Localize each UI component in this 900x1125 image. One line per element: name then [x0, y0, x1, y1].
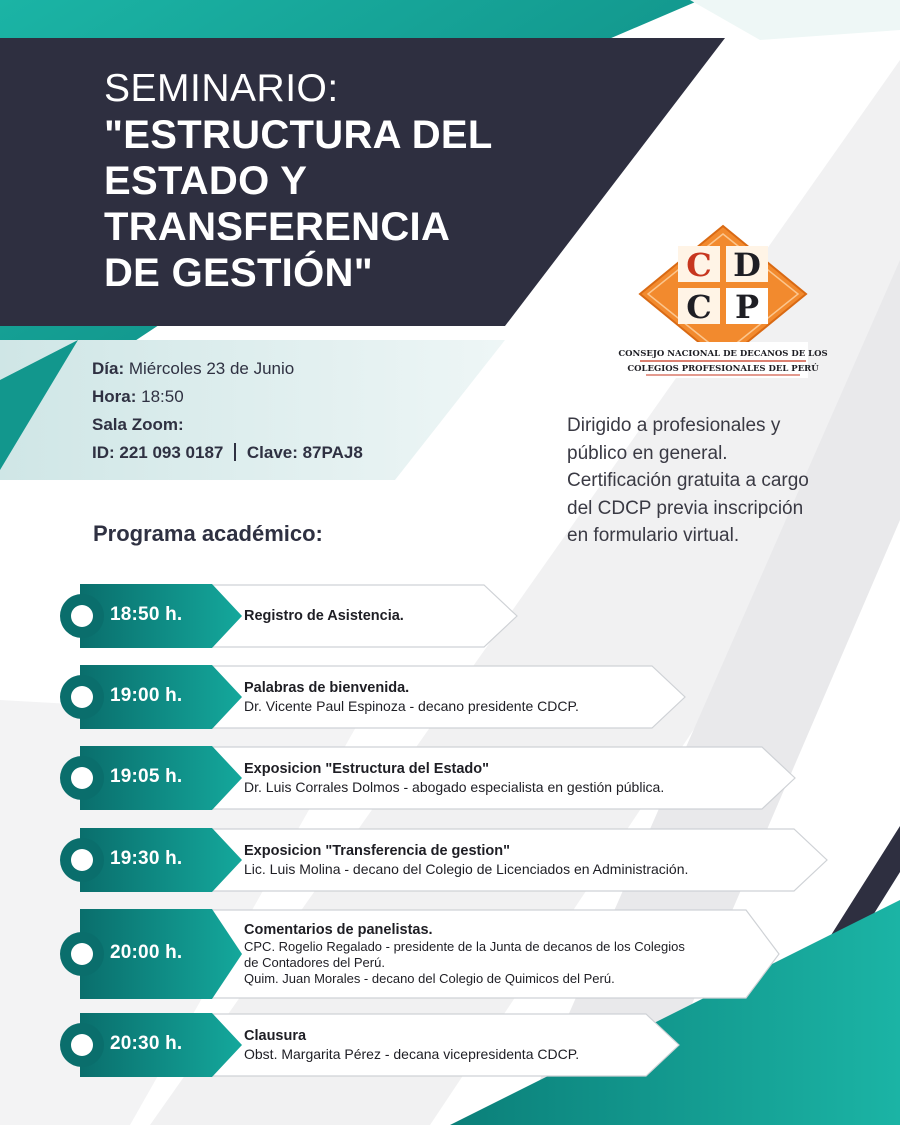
audience-line-4: del CDCP previa inscripción — [567, 497, 804, 519]
program-item-detail: de Contadores del Perú. — [244, 955, 385, 970]
audience-line-1: Dirigido a profesionales y — [567, 415, 781, 436]
title-line-4: TRANSFERENCIA — [104, 205, 451, 249]
bullet-dot-inner — [71, 1034, 93, 1056]
program-time: 20:00 h. — [110, 942, 183, 963]
time-label: Hora: — [92, 387, 137, 406]
program-time: 18:50 h. — [110, 604, 183, 625]
program-time: 19:30 h. — [110, 848, 183, 869]
logo-letter-4: P — [734, 288, 760, 326]
bullet-dot-inner — [71, 943, 93, 965]
program-text — [244, 842, 688, 878]
title-line-1: SEMINARIO: — [104, 67, 339, 110]
program-item — [60, 665, 686, 729]
title-line-3: ESTADO Y — [104, 159, 308, 203]
bullet-dot-inner — [71, 849, 93, 871]
program-item-title: Clausura — [244, 1028, 307, 1044]
zoom-credentials — [92, 439, 512, 467]
bullet-dot-inner — [71, 605, 93, 627]
program-item-detail: Dr. Luis Corrales Dolmos - abogado especialista en gestión pública. — [244, 779, 665, 795]
logo-letter-2: D — [733, 246, 761, 284]
program-text — [244, 679, 579, 715]
program-item-detail: CPC. Rogelio Regalado - presidente de la Junta de decanos de los Colegios — [244, 939, 685, 954]
cdcp-logo — [618, 222, 828, 382]
program-text — [244, 607, 404, 625]
title-line-5: DE GESTIÓN" — [104, 251, 373, 295]
time-value: 18:50 — [141, 387, 184, 406]
program-heading: Programa académico: — [93, 521, 323, 546]
bullet-dot — [60, 756, 104, 800]
day-row — [92, 355, 512, 383]
program-item — [60, 909, 780, 999]
day-value: Miércoles 23 de Junio — [128, 359, 295, 378]
program-item-detail: Lic. Luis Molina - decano del Colegio de Licenciados en Administración. — [244, 861, 689, 877]
program-item-detail: Dr. Vicente Paul Espinoza - decano presidente CDCP. — [244, 698, 579, 714]
bullet-dot-inner — [71, 686, 93, 708]
zoom-key: Clave: 87PAJ8 — [246, 443, 363, 462]
program-text — [244, 921, 685, 987]
program-item — [60, 1013, 680, 1077]
program-time: 19:05 h. — [110, 766, 183, 787]
bullet-dot-inner — [71, 767, 93, 789]
program-time: 20:30 h. — [110, 1033, 183, 1054]
bullet-dot — [60, 594, 104, 638]
zoom-label-row — [92, 411, 512, 439]
bullet-dot — [60, 675, 104, 719]
program-item-detail: Obst. Margarita Pérez - decana vicepresidenta CDCP. — [244, 1046, 580, 1062]
audience-description — [567, 412, 867, 550]
title-line-2: "ESTRUCTURA DEL — [104, 113, 493, 157]
audience-line-5: en formulario virtual. — [567, 525, 740, 546]
time-row — [92, 383, 512, 411]
seminar-title — [104, 66, 624, 296]
program-text — [244, 760, 664, 796]
program-item — [60, 828, 828, 892]
separator — [234, 443, 236, 461]
audience-line-3: Certificación gratuita a cargo — [567, 470, 809, 491]
program-item — [60, 584, 518, 648]
zoom-id: ID: 221 093 0187 — [92, 443, 224, 462]
bullet-dot — [60, 1023, 104, 1067]
program-item-title: Palabras de bienvenida. — [244, 680, 410, 696]
program-item — [60, 746, 796, 810]
day-label: Día: — [92, 359, 125, 378]
program-item-title: Exposicion "Transferencia de gestion" — [244, 843, 510, 859]
program-item-title: Comentarios de panelistas. — [244, 922, 433, 938]
logo-caption-2: COLEGIOS PROFESIONALES DEL PERÚ — [627, 364, 819, 374]
bullet-dot — [60, 932, 104, 976]
program-item-title: Registro de Asistencia. — [244, 608, 404, 624]
logo-letter-1: C — [686, 246, 712, 284]
audience-line-2: público en general. — [567, 442, 728, 464]
logo-letter-3: C — [686, 288, 712, 326]
zoom-label: Sala Zoom: — [92, 415, 184, 434]
logo-caption-1: CONSEJO NACIONAL DE DECANOS DE LOS — [618, 349, 828, 359]
program-item-detail: Quim. Juan Morales - decano del Colegio de Quimicos del Perú. — [244, 971, 615, 986]
program-text — [244, 1027, 579, 1063]
program-item-title: Exposicion "Estructura del Estado" — [244, 761, 489, 777]
event-info — [92, 355, 512, 467]
bullet-dot — [60, 838, 104, 882]
program-time: 19:00 h. — [110, 685, 183, 706]
